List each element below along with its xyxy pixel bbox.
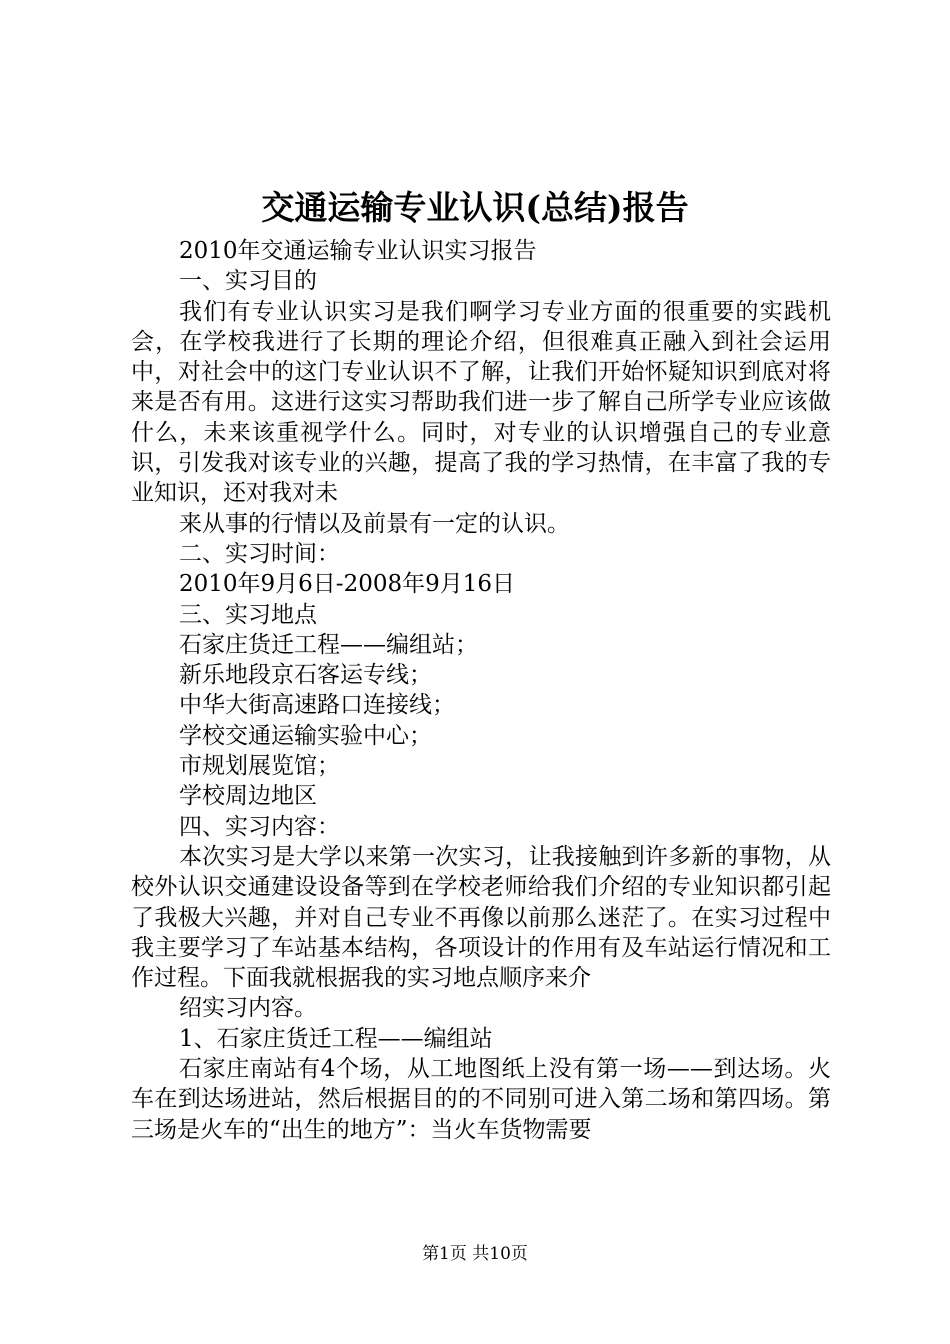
document-body <box>131 236 831 1145</box>
location-item: 学校交通运输实验中心； <box>179 722 432 749</box>
purpose-paragraph-continuation: 来从事的行情以及前景有一定的认识。 <box>179 510 570 537</box>
section-heading-time: 二、实习时间： <box>179 540 340 567</box>
content-paragraph-continuation: 绍实习内容。 <box>179 995 317 1022</box>
subsection-heading-marshalling-station: 1、石家庄货迁工程——编组站 <box>179 1025 493 1052</box>
location-item: 学校周边地区 <box>179 783 317 810</box>
location-item: 新乐地段京石客运专线； <box>179 662 432 689</box>
location-item: 市规划展览馆； <box>179 753 340 780</box>
section-heading-location: 三、实习地点 <box>179 601 317 628</box>
section-heading-purpose: 一、实习目的 <box>179 268 317 295</box>
document-title: 交通运输专业认识(总结)报告 <box>261 188 689 227</box>
marshalling-station-paragraph: 石家庄南站有4个场，从工地图纸上没有第一场——到达场。火车在到达场进站，然后根据目的的不同别可进入第二场和第四场。第三场是火车的“出生的地方”：当火车货物需要 <box>131 1056 831 1143</box>
internship-dates: 2010年9月6日-2008年9月16日 <box>179 571 516 598</box>
page-number-footer: 第1页 共10页 <box>422 1244 528 1264</box>
location-item: 中华大街高速路口连接线； <box>179 692 455 719</box>
location-item: 石家庄货迁工程——编组站； <box>179 631 478 658</box>
purpose-paragraph: 我们有专业认识实习是我们啊学习专业方面的很重要的实践机会，在学校我进行了长期的理论介绍，但很难真正融入到社会运用中，对社会中的这门专业认识不了解，让我们开始怀疑知识到底对将来是否有用。这进行这实习帮助我们进一步了解自己所学专业应该做什么，未来该重视学什么。同时，对专业的认识增强自己的专业意识，引发我对该专业的兴趣，提高了我的学习热情，在丰富了我的专业知识，还对我对未 <box>131 298 831 507</box>
report-subtitle: 2010年交通运输专业认识实习报告 <box>179 238 537 264</box>
section-heading-content: 四、实习内容： <box>179 813 340 840</box>
content-paragraph: 本次实习是大学以来第一次实习，让我接触到许多新的事物，从校外认识交通建设设备等到在学校老师给我们介绍的专业知识都引起了我极大兴趣，并对自己专业不再像以前那么迷茫了。在实习过程中我主要学习了车站基本结构，各项设计的作用有及车站运行情况和工作过程。下面我就根据我的实习地点顺序来介 <box>131 843 831 992</box>
